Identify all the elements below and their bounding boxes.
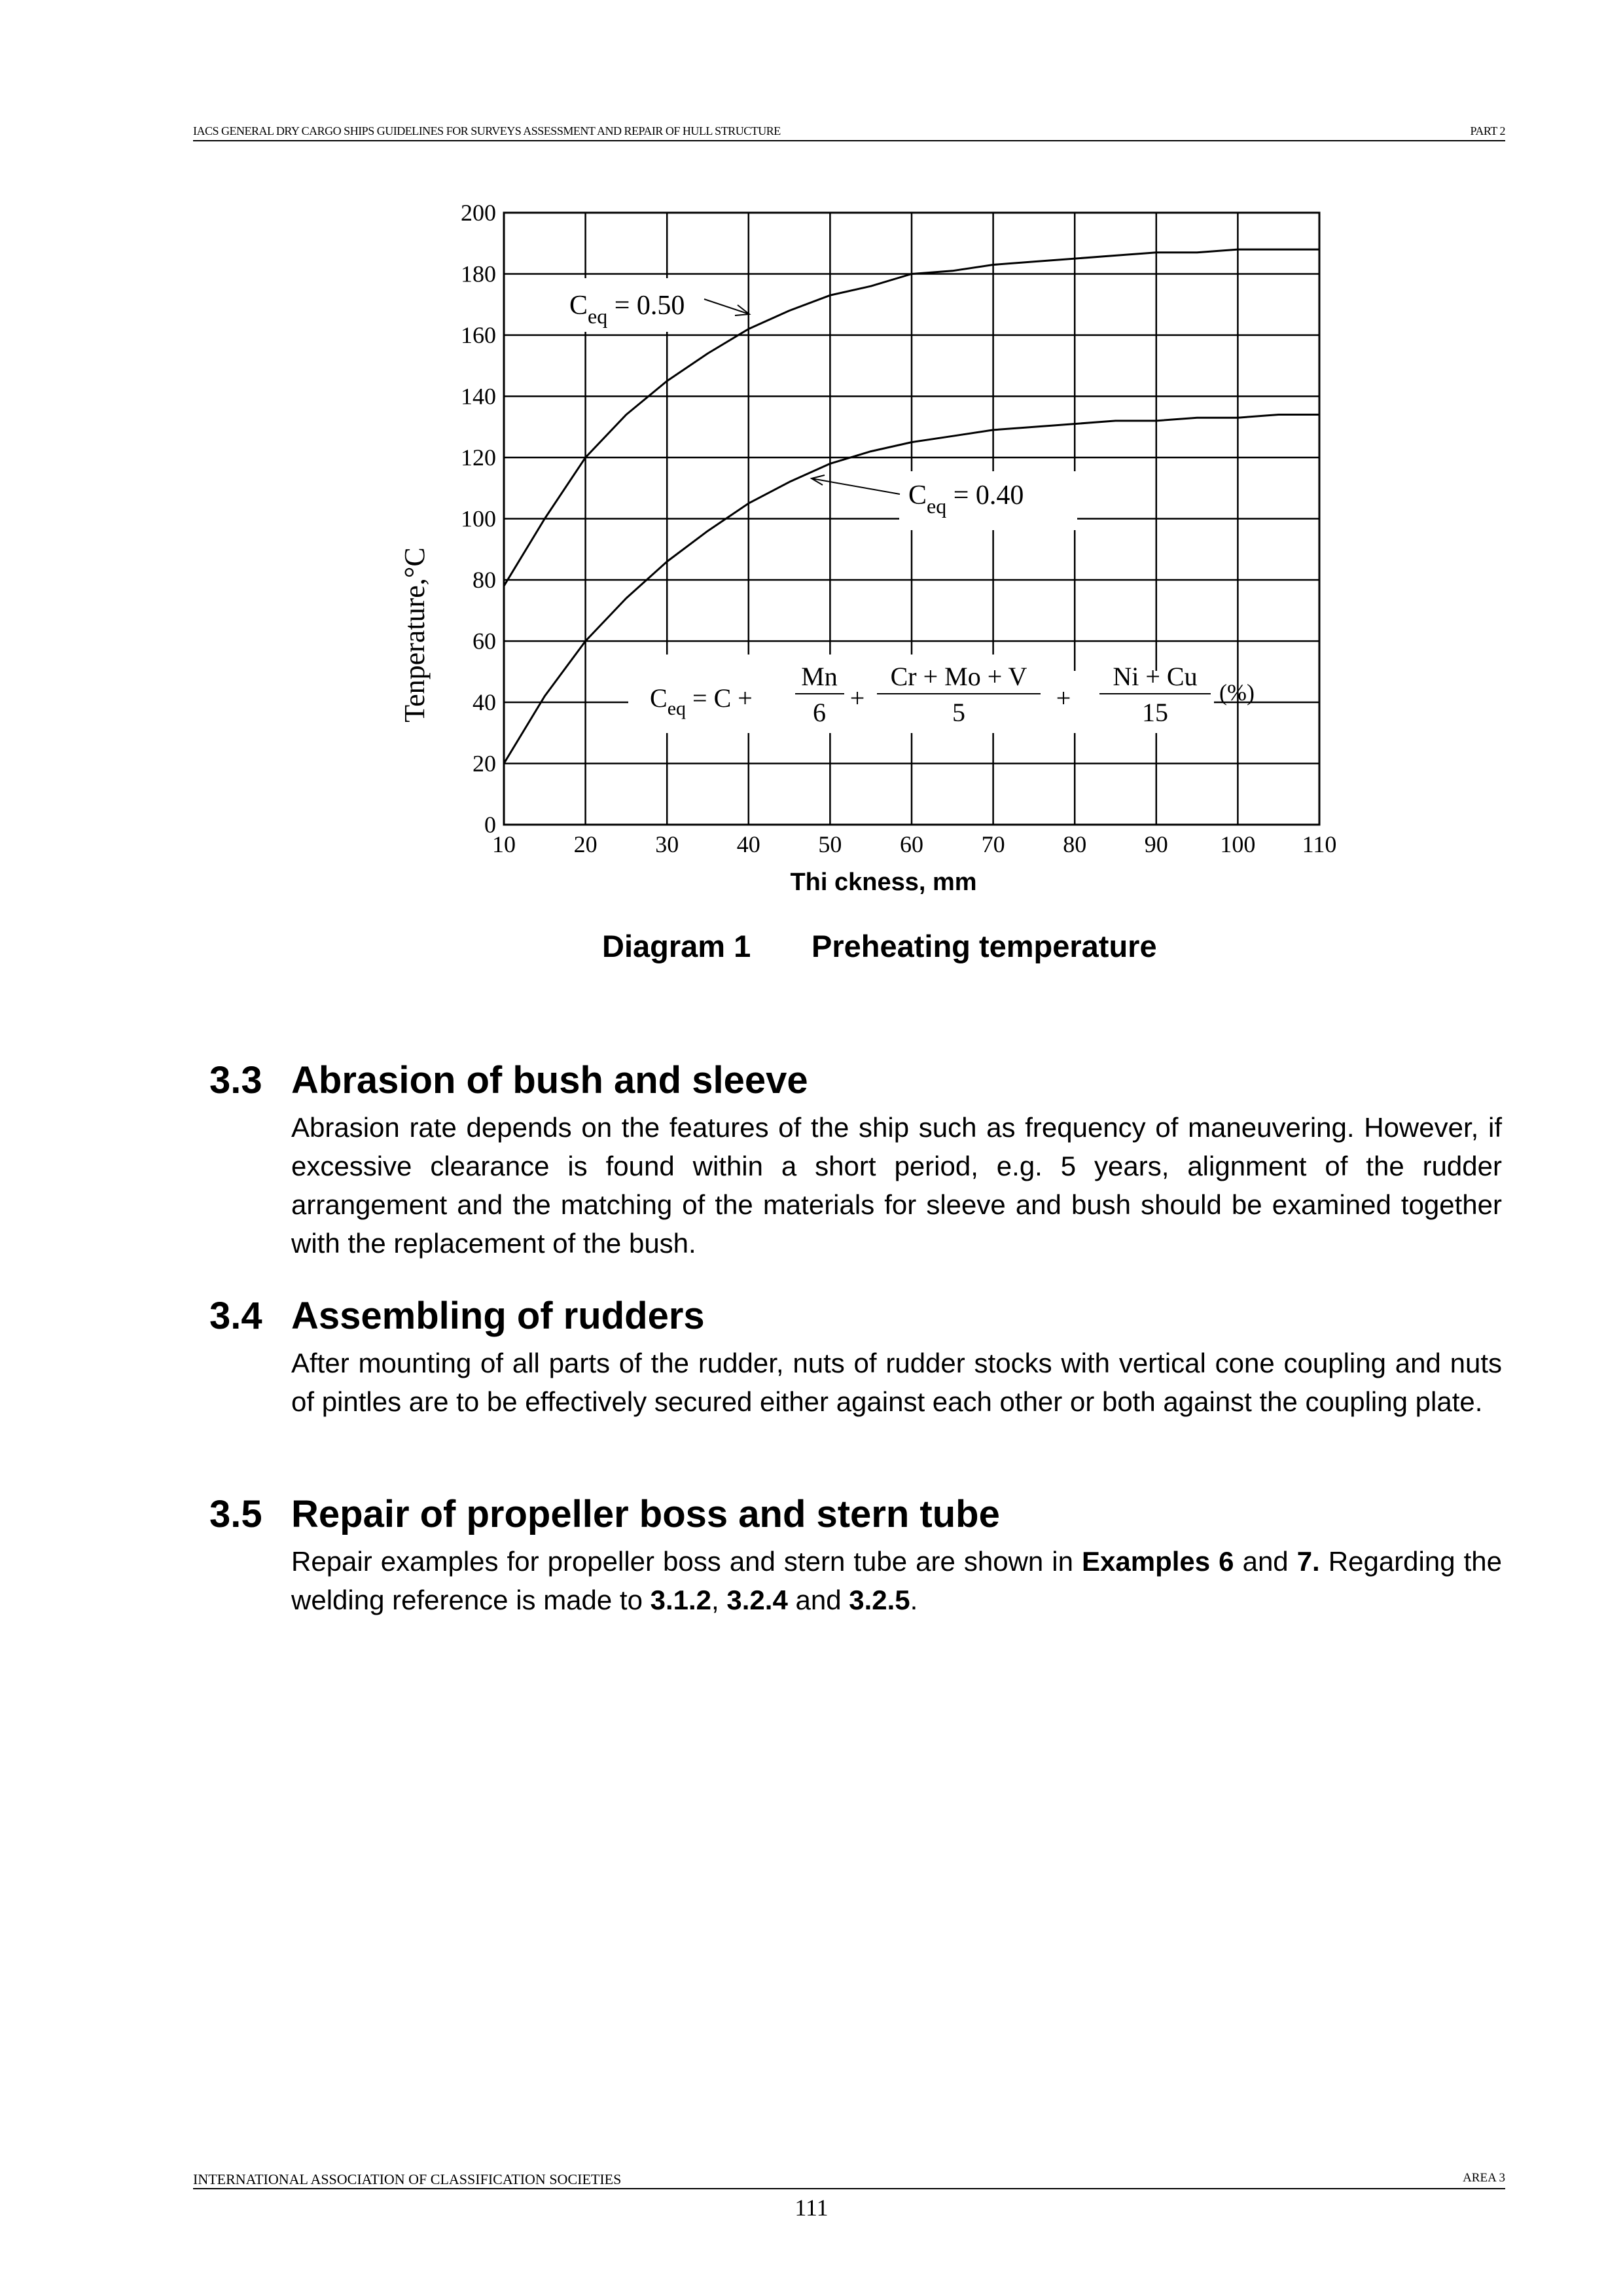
footer-area: AREA 3 xyxy=(1463,2171,1505,2185)
y-tick-label: 60 xyxy=(473,628,496,655)
formula-f2-num: Cr + Mo + V xyxy=(890,662,1027,691)
diagram-caption-title: Preheating temperature xyxy=(812,929,1157,963)
ceq040-arrow xyxy=(812,478,900,494)
ref-examples-6: Examples 6 xyxy=(1082,1546,1234,1577)
page-footer xyxy=(193,2171,1505,2189)
x-tick-label: 60 xyxy=(900,831,923,857)
x-tick-label: 100 xyxy=(1220,831,1256,857)
formula-plus1: + xyxy=(849,683,865,713)
y-tick-label: 80 xyxy=(473,567,496,593)
section-heading: 3.4 Assembling of rudders xyxy=(209,1295,705,1337)
ref-3-2-5: 3.2.5 xyxy=(849,1585,910,1615)
y-tick-label: 180 xyxy=(461,260,496,287)
x-axis-label: Thi ckness, mm xyxy=(790,869,977,896)
x-tick-label: 20 xyxy=(573,831,597,857)
y-tick-label: 200 xyxy=(461,200,496,226)
section-3-3 xyxy=(209,1057,1502,1263)
formula-lhs: C xyxy=(650,683,668,713)
ref-example-7: 7. xyxy=(1296,1546,1320,1577)
x-tick-label: 80 xyxy=(1063,831,1087,857)
page-number: 111 xyxy=(794,2195,829,2221)
y-tick-label: 100 xyxy=(461,505,496,532)
ceq050-arrow xyxy=(704,299,749,314)
y-tick-label: 120 xyxy=(461,444,496,471)
ceq-formula xyxy=(628,655,1255,733)
formula-f3-den: 15 xyxy=(1142,698,1168,727)
y-tick-label: 140 xyxy=(461,383,496,410)
section-3-4 xyxy=(209,1293,1502,1421)
x-tick-label: 10 xyxy=(492,831,516,857)
header-title: IACS GENERAL DRY CARGO SHIPS GUIDELINES FOR SURVEYS ASSESSMENT AND REPAIR OF HULL STRUCTURE xyxy=(193,124,781,137)
svg-text:Ceq = C +: $C_{eq} = C$ + xyxy=(650,683,753,719)
ceq040-label: $C_{eq} = 0.40$ xyxy=(908,480,1024,518)
section-body: Abrasion rate depends on the features of the ship such as frequency of maneuvering. However, if excessive clearance is found within a short period, e.g. 5 years, alignment of the rudder arrangement and the matching of the materials for sleeve and bush should be examined together with the replacement of the bush. xyxy=(291,1112,1502,1259)
formula-f1-den: 6 xyxy=(813,698,826,727)
formula-plus2: + xyxy=(1056,683,1071,713)
x-tick-label: 70 xyxy=(981,831,1005,857)
section-heading: 3.3 Abrasion of bush and sleeve xyxy=(209,1059,808,1102)
y-tick-label: 160 xyxy=(461,322,496,348)
formula-f3-num: Ni + Cu xyxy=(1113,662,1198,691)
formula-unit: (%) xyxy=(1219,679,1255,706)
footer-org: INTERNATIONAL ASSOCIATION OF CLASSIFICATION SOCIETIES xyxy=(193,2171,622,2187)
x-tick-label: 50 xyxy=(818,831,842,857)
section-3-5 xyxy=(209,1491,1502,1619)
section-body: Repair examples for propeller boss and stern tube are shown in Examples 6 and 7. Regarding the welding reference is made to 3.1.2, 3.2.4 and 3.2.5. xyxy=(291,1546,1502,1615)
y-tick-label: 20 xyxy=(473,750,496,777)
formula-f2-den: 5 xyxy=(952,698,965,727)
y-tick-label: 0 xyxy=(484,812,496,838)
formula-f1-num: Mn xyxy=(801,662,838,691)
x-tick-label: 110 xyxy=(1302,831,1337,857)
ref-3-1-2: 3.1.2 xyxy=(650,1585,712,1615)
x-tick-label: 90 xyxy=(1144,831,1168,857)
ceq050-label: $C_{eq} = 0.50$ xyxy=(569,291,685,328)
x-tick-label: 40 xyxy=(736,831,760,857)
diagram-caption-label: Diagram 1 xyxy=(602,929,751,963)
y-axis-label: Tenperature,°C xyxy=(399,547,431,723)
section-heading: 3.5 Repair of propeller boss and stern tube xyxy=(209,1493,1000,1535)
y-tick-label: 40 xyxy=(473,689,496,715)
header-part: PART 2 xyxy=(1470,124,1505,137)
section-body: After mounting of all parts of the rudder, nuts of rudder stocks with vertical cone coupling and nuts of pintles are to be effectively secured either against each other or both against the coupling plate. xyxy=(291,1348,1502,1417)
preheating-chart xyxy=(380,190,1361,910)
page-header xyxy=(193,124,1505,141)
ref-3-2-4: 3.2.4 xyxy=(726,1585,788,1615)
x-tick-label: 30 xyxy=(655,831,679,857)
